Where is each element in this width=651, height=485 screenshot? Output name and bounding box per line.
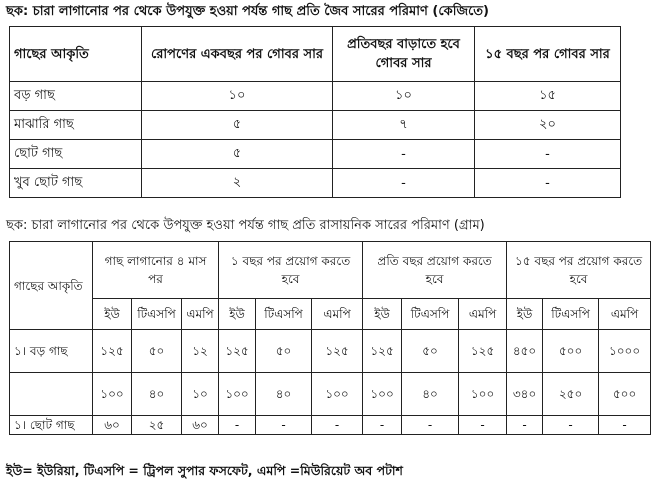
- table-cell: ২৫: [132, 416, 182, 435]
- table-cell: ৫: [142, 140, 333, 169]
- table-cell: ৪০: [402, 373, 459, 416]
- table1-header-cell: ১৫ বছর পর গোবর সার: [475, 27, 621, 82]
- row-label: ১। বড় গাছ: [10, 330, 93, 373]
- table-cell: খুব ছোট গাছ: [10, 169, 142, 198]
- table-cell: ৫: [142, 111, 333, 140]
- table-cell: -: [219, 416, 256, 435]
- table2-subheader: টিএসপি: [402, 299, 459, 330]
- table2-caption: ছক: চারা লাগানোর পর থেকে উপযুক্ত হওয়া পর্যন্ত গাছ প্রতি রাসায়নিক সারের পরিমাণ (গ্রাম): [6, 218, 485, 233]
- table-cell: ৪০: [132, 373, 182, 416]
- table2-subheader: ইউ: [219, 299, 256, 330]
- table1-caption: ছক: চারা লাগানোর পর থেকে উপযুক্ত হওয়া পর্যন্ত গাছ প্রতি জৈব সারের পরিমাণ (কেজিতে): [6, 4, 489, 19]
- table1-header-row: [10, 27, 621, 82]
- table-row: [10, 373, 651, 416]
- table2-group-header: প্রতি বছর প্রয়োগ করতে হবে: [363, 242, 507, 299]
- table-cell: ১০০: [93, 373, 132, 416]
- table-cell: ৫০: [256, 330, 312, 373]
- table-cell: ৫০: [402, 330, 459, 373]
- table-cell: ৬০: [182, 416, 219, 435]
- table-cell: -: [312, 416, 363, 435]
- table2-subheader: এমপি: [599, 299, 651, 330]
- table-cell: ১০০: [312, 373, 363, 416]
- table2-subheader: টিএসপি: [132, 299, 182, 330]
- row-label: [10, 373, 93, 416]
- organic-fertilizer-table: [9, 26, 621, 198]
- table-cell: -: [402, 416, 459, 435]
- table-cell: ৫০০: [599, 373, 651, 416]
- table2-subheader: ইউ: [93, 299, 132, 330]
- table-cell: ৪৫০: [507, 330, 543, 373]
- table-cell: ৭: [333, 111, 475, 140]
- table-cell: -: [475, 169, 621, 198]
- table-cell: -: [333, 169, 475, 198]
- table-row: [10, 330, 651, 373]
- row-label: ১। ছোট গাছ: [10, 416, 93, 435]
- table-cell: ১০: [142, 82, 333, 111]
- table-cell: ১২৫: [93, 330, 132, 373]
- table-cell: -: [333, 140, 475, 169]
- table2-subheader: এমপি: [312, 299, 363, 330]
- table2-subheader: ইউ: [363, 299, 402, 330]
- table-cell: বড় গাছ: [10, 82, 142, 111]
- table-cell: ৫০: [132, 330, 182, 373]
- table-row: [10, 169, 621, 198]
- table2-subheader: এমপি: [459, 299, 507, 330]
- table2-subheader: এমপি: [182, 299, 219, 330]
- table-cell: ১২৫: [312, 330, 363, 373]
- table-cell: ১০: [182, 373, 219, 416]
- table2-group-header-row: [10, 242, 651, 299]
- table-cell: -: [475, 140, 621, 169]
- table-cell: ৪০: [256, 373, 312, 416]
- table-row: [10, 416, 651, 435]
- table2-subheader-row: [10, 299, 651, 330]
- table1-header-cell: প্রতিবছর বাড়াতে হবে গোবর সার: [333, 27, 475, 82]
- table1-header-cell: গাছের আকৃতি: [10, 27, 142, 82]
- table-cell: ১২৫: [219, 330, 256, 373]
- table-cell: ১০০০: [599, 330, 651, 373]
- table-cell: -: [507, 416, 543, 435]
- table-cell: -: [599, 416, 651, 435]
- table-cell: ১০০: [219, 373, 256, 416]
- table-cell: ২৫০: [543, 373, 599, 416]
- chemical-fertilizer-table: [9, 241, 651, 435]
- table1-header-cell: রোপণের একবছর পর গোবর সার: [142, 27, 333, 82]
- table-cell: ৫০০: [543, 330, 599, 373]
- table2-group-header: ১ বছর পর প্রয়োগ করতে হবে: [219, 242, 363, 299]
- table-cell: ২: [142, 169, 333, 198]
- table-cell: ১০০: [363, 373, 402, 416]
- table-cell: ২০: [475, 111, 621, 140]
- table2-group-header: ১৫ বছর পর প্রয়োগ করতে হবে: [507, 242, 651, 299]
- abbreviation-footnote: ইউ= ইউরিয়া, টিএসপি = ট্রিপল সুপার ফসফেট, এমপি =মিউরিয়েট অব পটাশ: [6, 463, 403, 478]
- table-cell: ৩৪০: [507, 373, 543, 416]
- table-cell: ১২৫: [363, 330, 402, 373]
- table2-subheader: টিএসপি: [543, 299, 599, 330]
- table-cell: -: [256, 416, 312, 435]
- table-row: [10, 140, 621, 169]
- table-cell: ৬০: [93, 416, 132, 435]
- table-cell: -: [363, 416, 402, 435]
- table-cell: ১২৫: [459, 330, 507, 373]
- table-cell: ১২: [182, 330, 219, 373]
- table-cell: ১৫: [475, 82, 621, 111]
- table-cell: ১০০: [459, 373, 507, 416]
- table-cell: -: [543, 416, 599, 435]
- table-cell: ছোট গাছ: [10, 140, 142, 169]
- table2-subheader: টিএসপি: [256, 299, 312, 330]
- table-cell: -: [459, 416, 507, 435]
- table2-subheader: ইউ: [507, 299, 543, 330]
- table-cell: ১০: [333, 82, 475, 111]
- table2-group-header: গাছ লাগানোর ৪ মাস পর: [93, 242, 219, 299]
- table-cell: মাঝারি গাছ: [10, 111, 142, 140]
- table-row: [10, 111, 621, 140]
- table-row: [10, 82, 621, 111]
- table2-corner-header: গাছের আকৃতি: [10, 242, 93, 330]
